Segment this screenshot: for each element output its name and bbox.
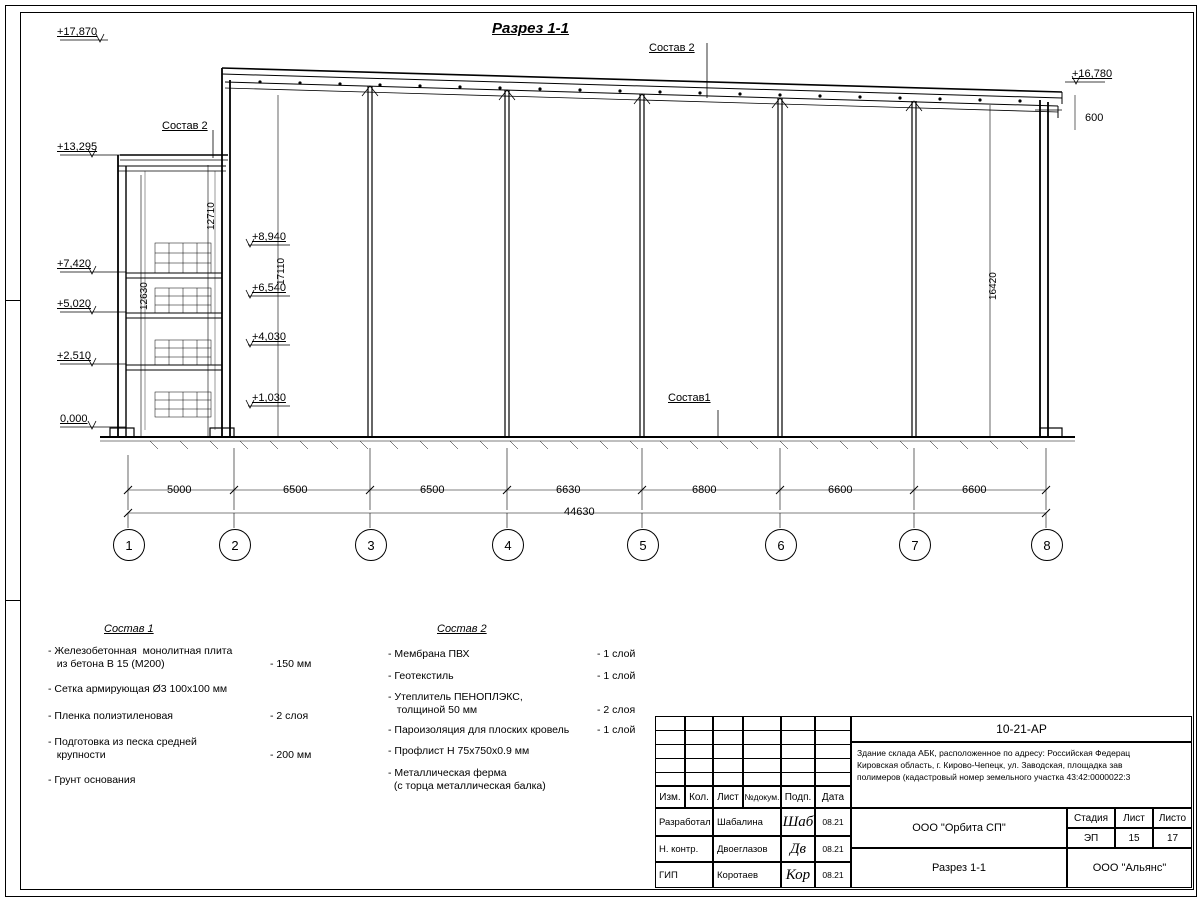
level-mark-0000: 0,000: [60, 413, 88, 425]
axis-bubble-5: 5: [627, 529, 659, 561]
stamp-signature-2: Кор: [781, 862, 815, 888]
spec1-item-3: - Подготовка из песка средней крупности: [48, 736, 197, 761]
span-dim-total: 44630: [564, 506, 595, 518]
callout-sostav2-top: Состав 2: [649, 42, 695, 54]
span-dim-4: 6630: [556, 484, 581, 496]
stamp-name-0: Шабалина: [713, 808, 781, 836]
stamp-signature-1: Дв: [781, 836, 815, 862]
stamp-header-list: Лист: [713, 786, 743, 808]
span-dim-5: 6800: [692, 484, 717, 496]
level-mark-16780: +16,780: [1072, 68, 1113, 80]
rev-cell-a6: [815, 716, 851, 786]
axis-bubble-1: 1: [113, 529, 145, 561]
stamp-object-description: Здание склада АБК, расположенное по адресу: Российская Федерац Кировская область, г. Кирово-Чепецк, ул. Заводская, площадка зав полимеров (кадастровый номер земельного участка 43:42:0000022:3: [851, 742, 1192, 808]
rev-cell-a2: [685, 716, 713, 786]
vdim-12630: 12630: [139, 282, 150, 310]
spec2-item-5: - Металлическая ферма (с торца металлическая балка): [388, 767, 546, 792]
level-mark-13295: +13,295: [57, 141, 98, 153]
stamp-role-0: Разработал: [655, 808, 713, 836]
level-mark-1030: +1,030: [252, 392, 286, 404]
rev-cell-a3: [713, 716, 743, 786]
stamp-stage-value: ЭП: [1067, 828, 1115, 848]
spec2-title: Состав 2: [437, 623, 487, 635]
level-mark-7420: +7,420: [57, 258, 91, 270]
spec2-item-3: - Пароизоляция для плоских кровель: [388, 724, 570, 736]
vdim-12710: 12710: [206, 202, 217, 230]
axis-bubble-7: 7: [899, 529, 931, 561]
span-dim-7: 6600: [962, 484, 987, 496]
spec2-item-1: - Геотекстиль: [388, 670, 454, 682]
spec2-value-1: - 1 слой: [597, 670, 636, 682]
stamp-signature-0: Шаб: [781, 808, 815, 836]
spec2-item-0: - Мембрана ПВХ: [388, 648, 470, 660]
stamp-stage-label: Стадия: [1067, 808, 1115, 828]
level-mark-17870: +17,870: [57, 26, 98, 38]
spec2-value-0: - 1 слой: [597, 648, 636, 660]
stamp-sheets-label: Листо: [1153, 808, 1192, 828]
span-dim-6: 6600: [828, 484, 853, 496]
stamp-role-1: Н. контр.: [655, 836, 713, 862]
level-mark-8940: +8,940: [252, 231, 286, 243]
stamp-sheet-label: Лист: [1115, 808, 1153, 828]
span-dim-3: 6500: [420, 484, 445, 496]
stamp-header-nodok: №докум.: [743, 786, 781, 808]
span-dim-1: 5000: [167, 484, 192, 496]
stamp-role-2: ГИП: [655, 862, 713, 888]
axis-bubble-6: 6: [765, 529, 797, 561]
spec1-item-2: - Пленка полиэтиленовая: [48, 710, 173, 722]
spec1-item-0: - Железобетонная монолитная плита из бетона В 15 (М200): [48, 645, 233, 670]
callout-sostav2-left: Состав 2: [162, 120, 208, 132]
stamp-drawing-name: Разрез 1-1: [851, 848, 1067, 888]
stamp-project-code: 10-21-АР: [851, 716, 1192, 742]
vdim-600: 600: [1085, 112, 1104, 124]
stamp-contractor: ООО "Альянс": [1067, 848, 1192, 888]
axis-bubble-8: 8: [1031, 529, 1063, 561]
axis-bubble-2: 2: [219, 529, 251, 561]
rev-line-2: [655, 744, 851, 745]
rev-cell-a1: [655, 716, 685, 786]
spec2-item-2: - Утеплитель ПЕНОПЛЭКС, толщиной 50 мм: [388, 691, 523, 716]
axis-bubble-4: 4: [492, 529, 524, 561]
stamp-sheets-value: 17: [1153, 828, 1192, 848]
vdim-16420: 16420: [988, 272, 999, 300]
rev-line-1: [655, 730, 851, 731]
stamp-date-2: 08.21: [815, 862, 851, 888]
stamp-sheet-value: 15: [1115, 828, 1153, 848]
spec1-value-3: - 200 мм: [270, 749, 312, 761]
spec2-value-2: - 2 слоя: [597, 704, 636, 716]
stamp-name-1: Двоеглазов: [713, 836, 781, 862]
spec1-title: Состав 1: [104, 623, 154, 635]
level-mark-2510: +2,510: [57, 350, 91, 362]
spec1-value-0: - 150 мм: [270, 658, 312, 670]
page-title: Разрез 1-1: [492, 20, 570, 37]
stamp-date-0: 08.21: [815, 808, 851, 836]
rev-line-4: [655, 772, 851, 773]
axis-bubble-3: 3: [355, 529, 387, 561]
stamp-customer: ООО "Орбита СП": [851, 808, 1067, 848]
title-block: [655, 716, 1192, 888]
level-mark-4030: +4,030: [252, 331, 286, 343]
callout-sostav1: Состав1: [668, 392, 711, 404]
spec1-item-1: - Сетка армирующая Ø3 100х100 мм: [48, 683, 228, 695]
stamp-header-kol: Кол.: [685, 786, 713, 808]
level-mark-5020: +5,020: [57, 298, 91, 310]
level-mark-6540: +6,540: [252, 282, 286, 294]
vdim-17110: 17110: [276, 257, 287, 285]
stamp-name-2: Коротаев: [713, 862, 781, 888]
stamp-header-podp: Подп.: [781, 786, 815, 808]
span-dim-2: 6500: [283, 484, 308, 496]
spec1-item-4: - Грунт основания: [48, 774, 136, 786]
rev-cell-a4: [743, 716, 781, 786]
spec2-item-4: - Профлист Н 75х750х0.9 мм: [388, 745, 530, 757]
stamp-date-1: 08.21: [815, 836, 851, 862]
stamp-header-izm: Изм.: [655, 786, 685, 808]
spec1-value-2: - 2 слоя: [270, 710, 309, 722]
spec2-value-3: - 1 слой: [597, 724, 636, 736]
stamp-header-data: Дата: [815, 786, 851, 808]
rev-line-3: [655, 758, 851, 759]
rev-cell-a5: [781, 716, 815, 786]
